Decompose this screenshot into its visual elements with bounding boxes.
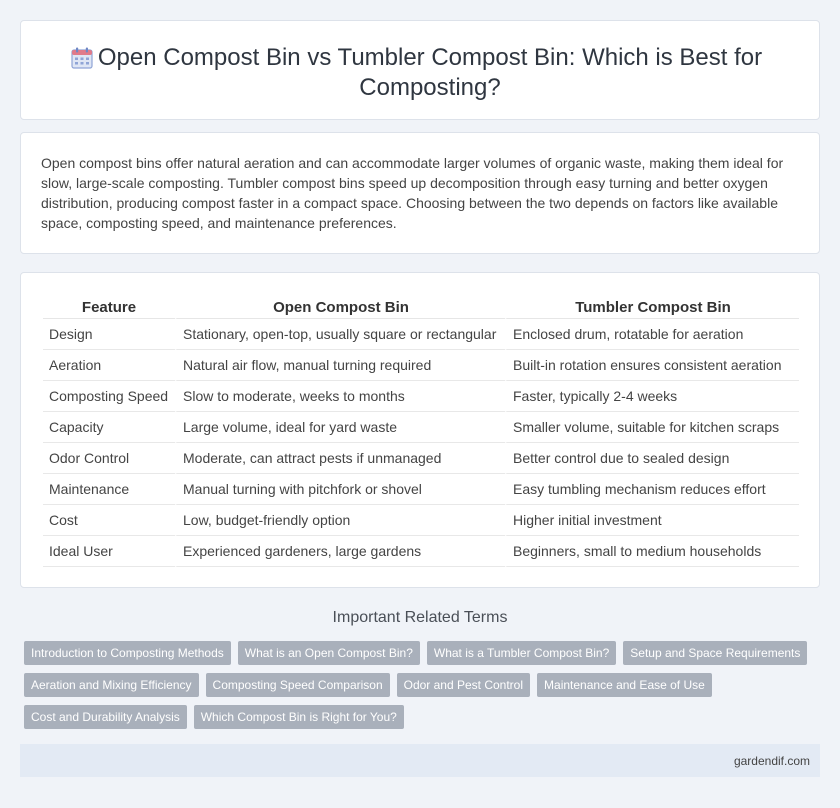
- feature-cell: Cost: [43, 505, 175, 536]
- related-tag[interactable]: Setup and Space Requirements: [623, 641, 807, 665]
- feature-cell: Capacity: [43, 412, 175, 443]
- tumbler-bin-cell: Beginners, small to medium households: [505, 536, 799, 567]
- table-row: [43, 536, 799, 567]
- tumbler-bin-cell: Enclosed drum, rotatable for aeration: [505, 319, 799, 350]
- intro-card: [20, 132, 820, 254]
- intro-paragraph: Open compost bins offer natural aeration and can accommodate larger volumes of organic waste, making them ideal for slow, large-scale composting. Tumbler compost bins speed up decomposition through easy turning and better oxygen distribution, producing compost faster in a compact space. Choosing between the two depends on factors like available space, composting speed, and maintenance preferences.: [41, 155, 784, 231]
- open-bin-cell: Large volume, ideal for yard waste: [175, 412, 505, 443]
- feature-cell: Odor Control: [43, 443, 175, 474]
- table-row: [43, 412, 799, 443]
- related-tag[interactable]: What is a Tumbler Compost Bin?: [427, 641, 616, 665]
- related-tag[interactable]: Cost and Durability Analysis: [24, 705, 187, 729]
- related-terms-list: [24, 641, 824, 729]
- table-row: [43, 319, 799, 350]
- feature-cell: Aeration: [43, 350, 175, 381]
- footer: [20, 744, 820, 777]
- open-bin-cell: Moderate, can attract pests if unmanaged: [175, 443, 505, 474]
- header-card: [20, 20, 820, 120]
- tumbler-bin-cell: Faster, typically 2-4 weeks: [505, 381, 799, 412]
- table-row: [43, 381, 799, 412]
- related-tag[interactable]: Odor and Pest Control: [397, 673, 530, 697]
- related-tag[interactable]: Which Compost Bin is Right for You?: [194, 705, 404, 729]
- open-bin-cell: Low, budget-friendly option: [175, 505, 505, 536]
- open-bin-cell: Natural air flow, manual turning required: [175, 350, 505, 381]
- comparison-table: [43, 295, 799, 567]
- tumbler-bin-cell: Built-in rotation ensures consistent aeration: [505, 350, 799, 381]
- comparison-table-card: [20, 272, 820, 588]
- related-terms-title: Important Related Terms: [332, 609, 508, 626]
- header-tumbler-compost-bin: Tumbler Compost Bin: [505, 295, 799, 319]
- tumbler-bin-cell: Better control due to sealed design: [505, 443, 799, 474]
- tumbler-bin-cell: Smaller volume, suitable for kitchen scraps: [505, 412, 799, 443]
- open-bin-cell: Experienced gardeners, large gardens: [175, 536, 505, 567]
- page-title: Open Compost Bin vs Tumbler Compost Bin: Which is Best for Composting?: [97, 44, 763, 101]
- open-bin-cell: Slow to moderate, weeks to months: [175, 381, 505, 412]
- related-tag[interactable]: Aeration and Mixing Efficiency: [24, 673, 199, 697]
- table-row: [43, 474, 799, 505]
- header-open-compost-bin: Open Compost Bin: [175, 295, 505, 319]
- table-row: [43, 350, 799, 381]
- tumbler-bin-cell: Higher initial investment: [505, 505, 799, 536]
- feature-cell: Ideal User: [43, 536, 175, 567]
- table-row: [43, 505, 799, 536]
- open-bin-cell: Stationary, open-top, usually square or rectangular: [175, 319, 505, 350]
- related-tag[interactable]: Maintenance and Ease of Use: [537, 673, 712, 697]
- feature-cell: Maintenance: [43, 474, 175, 505]
- open-bin-cell: Manual turning with pitchfork or shovel: [175, 474, 505, 505]
- table-header-row: [43, 295, 799, 319]
- footer-site-link[interactable]: gardendif.com: [733, 754, 810, 768]
- related-tag[interactable]: What is an Open Compost Bin?: [238, 641, 420, 665]
- table-row: [43, 443, 799, 474]
- tumbler-bin-cell: Easy tumbling mechanism reduces effort: [505, 474, 799, 505]
- header-feature: Feature: [43, 295, 175, 319]
- related-tag[interactable]: Composting Speed Comparison: [206, 673, 390, 697]
- feature-cell: Design: [43, 319, 175, 350]
- feature-cell: Composting Speed: [43, 381, 175, 412]
- related-tag[interactable]: Introduction to Composting Methods: [24, 641, 231, 665]
